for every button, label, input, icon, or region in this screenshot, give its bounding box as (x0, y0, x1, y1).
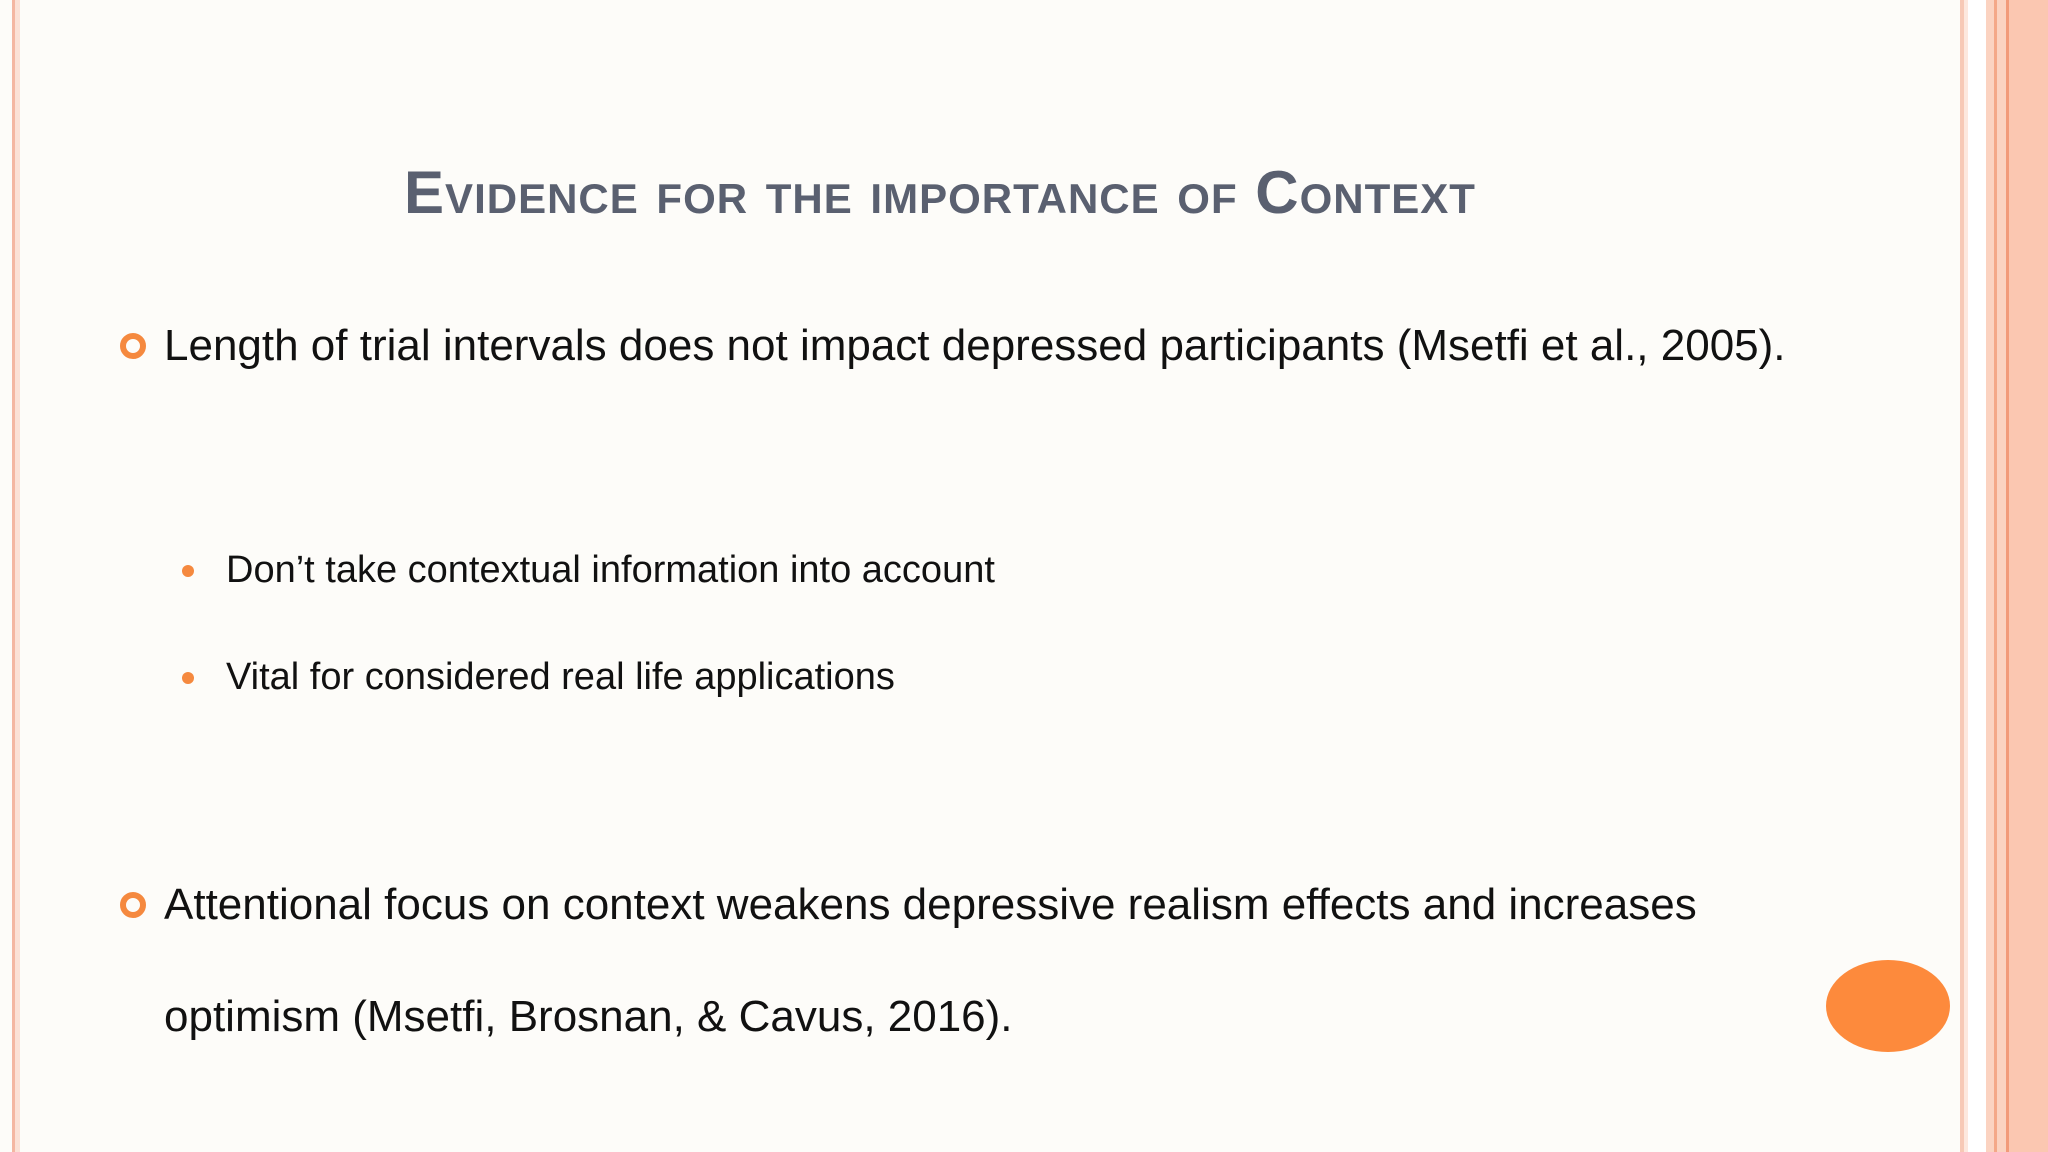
dot-bullet-icon (182, 565, 194, 577)
sub-bullet-text: Don’t take contextual information into account (226, 549, 995, 591)
ring-bullet-icon (120, 892, 146, 918)
dot-bullet-icon (182, 672, 194, 684)
bullet-item (120, 290, 1800, 402)
sub-bullet-item (182, 647, 1682, 707)
right-border-decoration (1960, 0, 2048, 1152)
bullet-text: Attentional focus on context weakens depressive realism effects and increases optimism (Msetfi, Brosnan, & Cavus, 2016). (164, 880, 1697, 1041)
ring-bullet-icon (120, 333, 146, 359)
sub-bullet-item (182, 540, 1682, 600)
sub-bullet-text: Vital for considered real life applications (226, 656, 895, 698)
bullet-text: Length of trial intervals does not impact depressed participants (Msetfi et al., 2005). (164, 321, 1786, 370)
bullet-item (120, 849, 1800, 1073)
orange-ellipse-decoration (1826, 960, 1950, 1052)
slide-title: Evidence for the importance of Context (404, 159, 1476, 226)
